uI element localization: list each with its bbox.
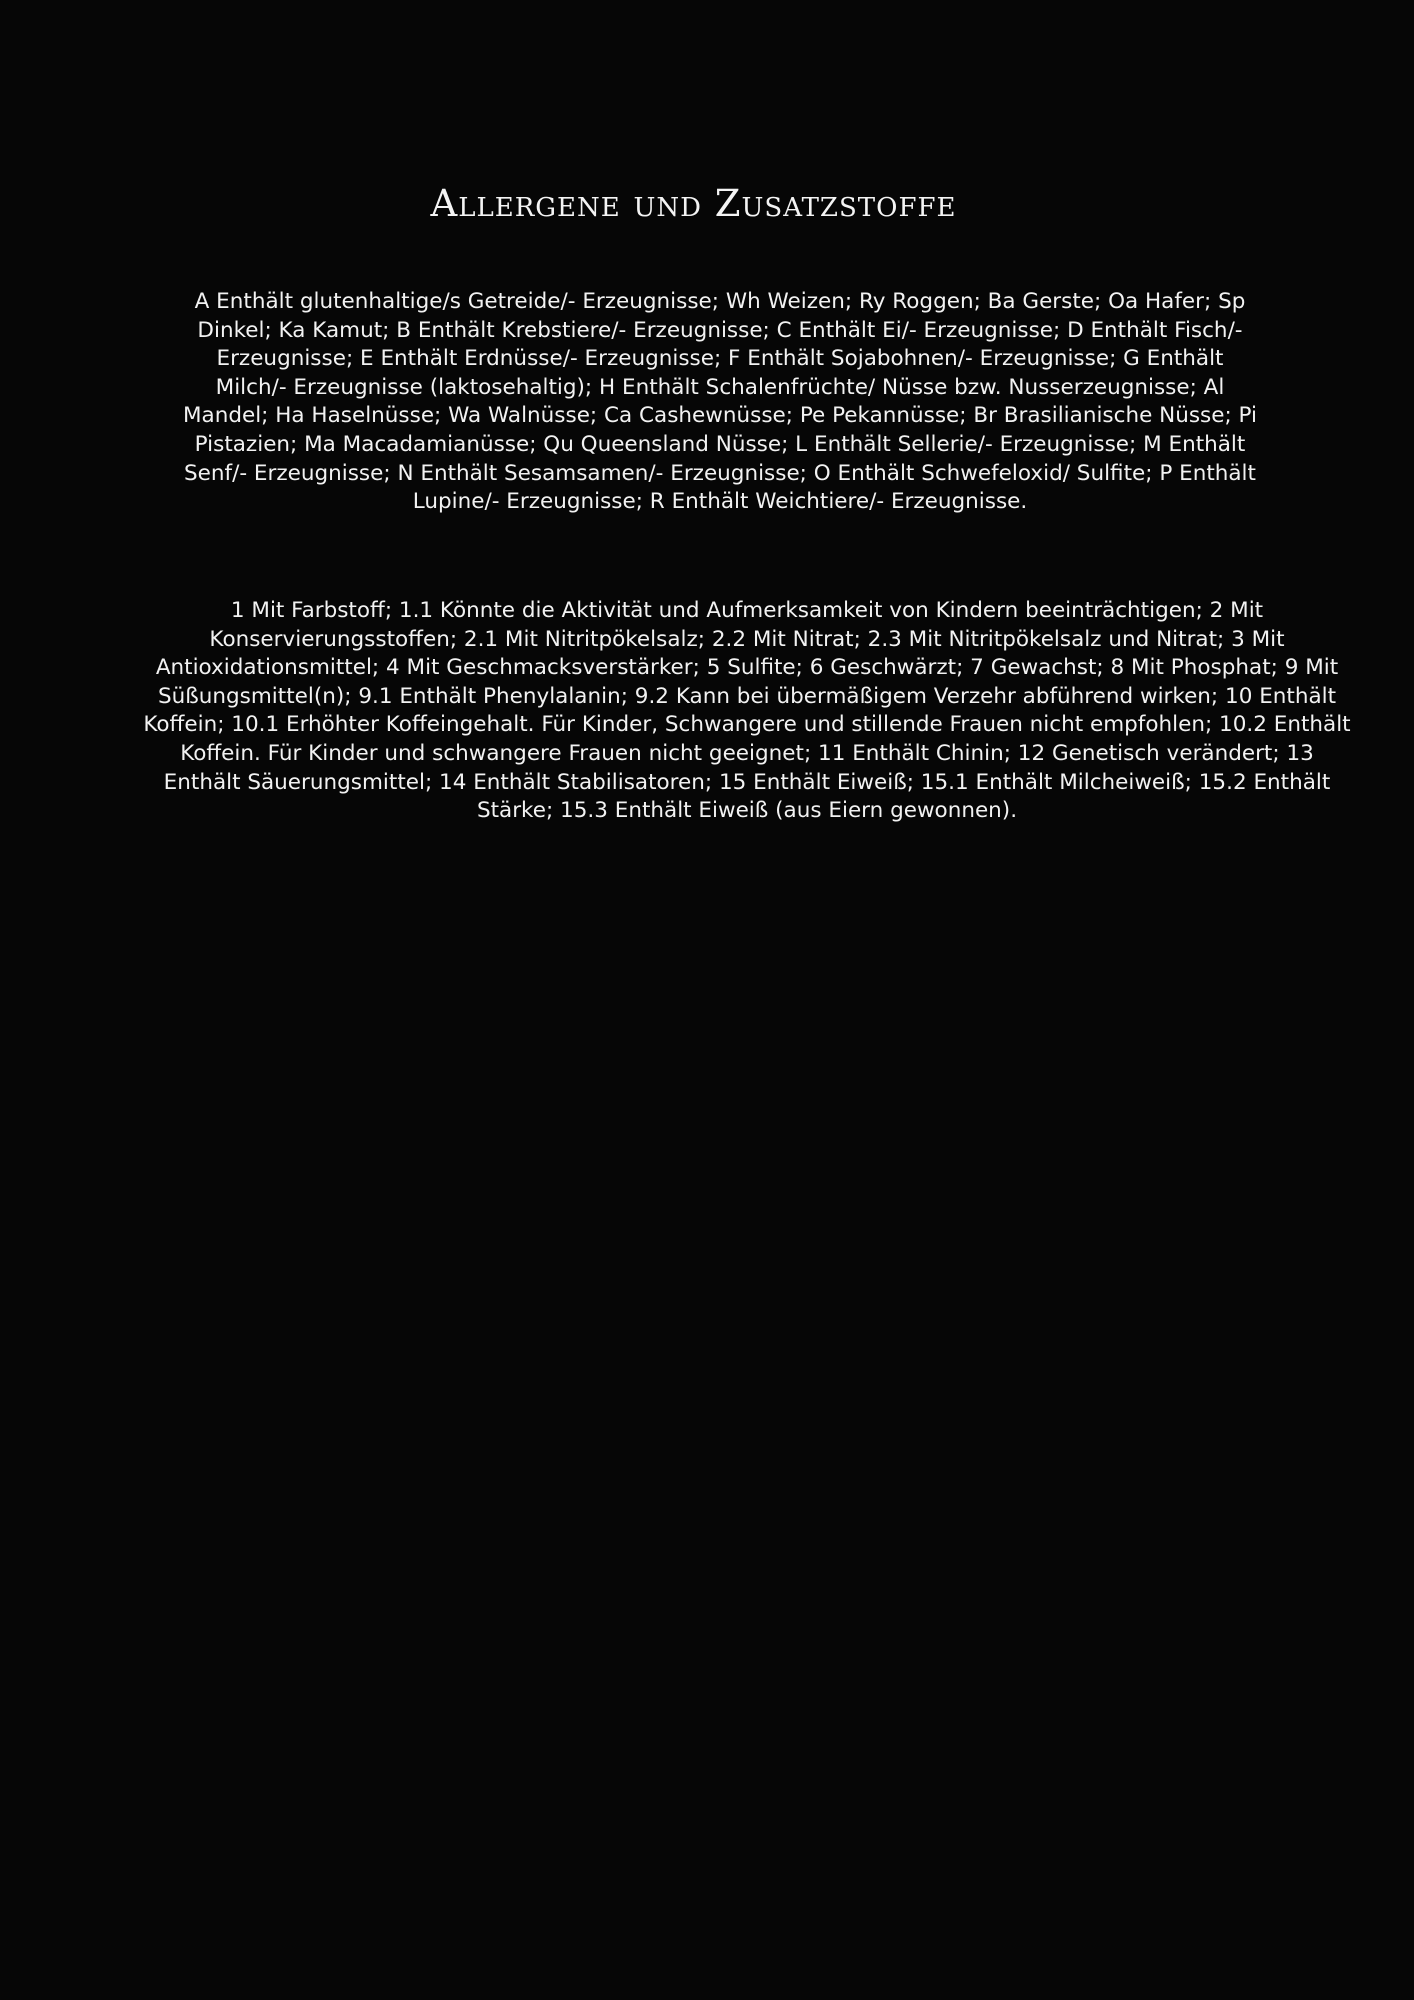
additives-paragraph: 1 Mit Farbstoff; 1.1 Könnte die Aktivität und Aufmerksamkeit von Kindern beeinträchtigen; 2 Mit Konservierungsstoffen; 2.1 Mit Nitritpökelsalz; 2.2 Mit Nitrat; 2.3 Mit Nitritpökelsalz und Nitrat; 3 Mit Antioxidationsmittel; 4 Mit Geschmacksverstärker; 5 Sulfite; 6 Geschwärzt; 7 Gewachst; 8 Mit Phosphat; 9 Mit Süßungsmittel(n); 9.1 Enthält Phenylalanin; 9.2 Kann bei übermäßigem Verzehr abführend wirken; 10 Enthält Koffein; 10.1 Erhöhter Koffeingehalt. Für Kinder, Schwangere und stillende Frauen nicht empfohlen; 10.2 Enthält Koffein. Für Kinder und schwangere Frauen nicht geeignet; 11 Enthält Chinin; 12 Genetisch verändert; 13 Enthält Säuerungsmittel; 14 Enthält Stabilisatoren; 15 Enthält Eiweiß; 15.1 Enthält Milcheiweiß; 15.2 Enthält Stärke; 15.3 Enthält Eiweiß (aus Eiern gewonnen). [143, 598, 1351, 824]
page-title: Allergene und Zusatzstoffe [430, 182, 957, 225]
allergens-paragraph: A Enthält glutenhaltige/s Getreide/- Erzeugnisse; Wh Weizen; Ry Roggen; Ba Gerste; Oa Hafer; Sp Dinkel; Ka Kamut; B Enthält Krebstiere/- Erzeugnisse; C Enthält Ei/- Erzeugnisse; D Enthält Fisch/- Erzeugnisse; E Enthält Erdnüsse/- Erzeugnisse; F Enthält Sojabohnen/- Erzeugnisse; G Enthält Milch/- Erzeugnisse (laktosehaltig); H Enthält Schalenfrüchte/ Nüsse bzw. Nusserzeugnisse; Al Mandel; Ha Haselnüsse; Wa Walnüsse; Ca Cashewnüsse; Pe Pekannüsse; Br Brasilianische Nüsse; Pi Pistazien; Ma Macadamianüsse; Qu Queensland Nüsse; L Enthält Sellerie/- Erzeugnisse; M Enthält Senf/- Erzeugnisse; N Enthält Sesamsamen/- Erzeugnisse; O Enthält Schwefeloxid/ Sulfite; P Enthält Lupine/- Erzeugnisse; R Enthält Weichtiere/- Erzeugnisse. [182, 289, 1258, 515]
